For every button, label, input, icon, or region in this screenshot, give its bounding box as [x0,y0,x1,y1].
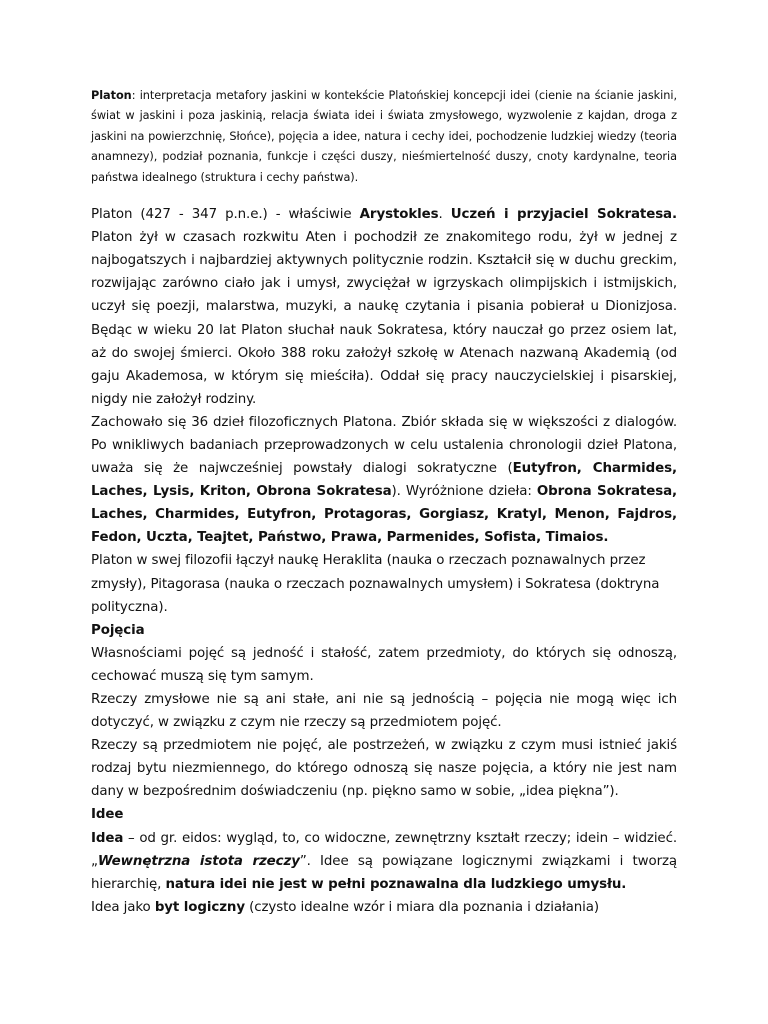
ideas-logical-being [91,896,677,919]
ideas-text-1: – od gr. eidos: wygląd, to, co widoczne, zewnętrzny kształt rzeczy; idein – widzieć. „ [91,830,677,869]
ideas-heading: Idee [91,807,124,823]
intro-text: : interpretacja metafory jaskini w kontekście Platońskiej koncepcji idei (cienie na ścianie jaskini, świat w jaskini i poza jaskinią, relacja świata idei i świata zmysłowego, wyzwolenie z kajdan, droga z jaskini na powierzchnię, Słońce), pojęcia a idee, natura i cechy idei, pochodzenie ludzkiej wiedzy (teoria anamnezy), podział poznania, funkcje i części duszy, nieśmiertelność duszy, cnoty kardynalne, teoria państwa idealnego (struktura i cechy państwa). [91,89,677,184]
concepts-paragraph-3: Rzeczy są przedmiotem nie pojęć, ale postrzeżeń, w związku z czym musi istnieć jakiś rodzaj bytu niezmiennego, do którego odnoszą się nasze pojęcia, a który nie jest nam dany w bezpośrednim doświadczeniu (np. piękno samo w sobie, „idea piękna”). [91,738,677,800]
bio-text-3: Platon żył w czasach rozkwitu Aten i pochodził ze znakomitego rodu, żył w jednej z najbogatszych i najbardziej aktywnych politycznie rodzin. Kształcił się w duchu greckim, rozwijając zarówno ciało jak i umysł, zwyciężał w igrzyskach olimpijskich i istmijskich, uczył się poezji, malarstwa, muzyki, a naukę czytania i pisania pobierał u Dionizjosa. Będąc w wieku 20 lat Platon słuchał nauk Sokratesa, który nauczał go przez osiem lat, aż do swojej śmierci. Około 388 roku założył szkołę w Atenach nazwaną Akademią (od gaju Akademosa, w którym się mieściła). Oddał się pracy nauczycielskiej i pisarskiej, nigdy nie założył rodziny. [91,230,677,407]
works-paragraph [91,411,677,550]
works-text-1: Zachowało się 36 dzieł filozoficznych Platona. Zbiór składa się w większości z dialogów. Po wnikliwych badaniach przeprowadzonych w celu ustalenia chronologii dzieł Platona, uważa się że najwcześniej powstały dialogi sokratyczne ( [91,414,677,477]
ideas-inner-essence: Wewnętrzna istota rzeczy [97,853,300,869]
ideas-nature-note: natura idei nie jest w pełni poznawalna dla ludzkiego umysłu. [165,876,627,892]
intro-name: Platon [91,89,132,102]
ideas-term: Idea [91,830,124,846]
intro-paragraph [91,86,677,188]
concepts-paragraph-1: Własnościami pojęć są jedność i stałość, zatem przedmioty, do których się odnoszą, cechować muszą się tym samym. [91,645,677,684]
ideas-text-2: ”. Idee są powiązane logicznymi związkami i tworzą hierarchię, [91,853,678,892]
concepts-heading: Pojęcia [91,622,145,638]
bio-text-2: . [438,207,451,223]
philosophy-paragraph: Platon w swej filozofii łączył naukę Heraklita (nauka o rzeczach poznawalnych przez zmysły), Pitagorasa (nauka o rzeczach poznawalnych umysłem) i Sokratesa (doktryna polityczna). [91,553,660,615]
works-text-2: ). Wyróżnione dzieła: [391,484,537,500]
works-socratic-dialogues: Eutyfron, Charmides, Laches, Lysis, Kriton, Obrona Sokratesa [91,461,677,500]
bio-paragraph [91,203,677,411]
works-highlighted-list: Obrona Sokratesa, Laches, Charmides, Eutyfron, Protagoras, Gorgiasz, Kratyl, Menon, Fajdros, Fedon, Uczta, Teajtet, Państwo, Prawa, Parmenides, Sofista, Timaios. [91,484,678,546]
main-content [91,203,677,919]
ideas-last-text-2: (czysto idealne wzór i miara dla poznania i działania) [244,899,599,915]
document-page [91,86,677,919]
ideas-logical-being-term: byt logiczny [154,899,245,915]
ideas-paragraph [91,827,677,896]
ideas-last-text-1: Idea jako [91,899,155,915]
bio-name-aristocles: Arystokles [359,207,439,223]
bio-student-note: Uczeń i przyjaciel Sokratesa. [450,207,677,223]
concepts-paragraph-2: Rzeczy zmysłowe nie są ani stałe, ani nie są jednością – pojęcia nie mogą więc ich dotyczyć, w związku z czym nie rzeczy są przedmiotem pojęć. [91,692,677,731]
bio-text-1: Platon (427 - 347 p.n.e.) - właściwie [91,207,360,223]
